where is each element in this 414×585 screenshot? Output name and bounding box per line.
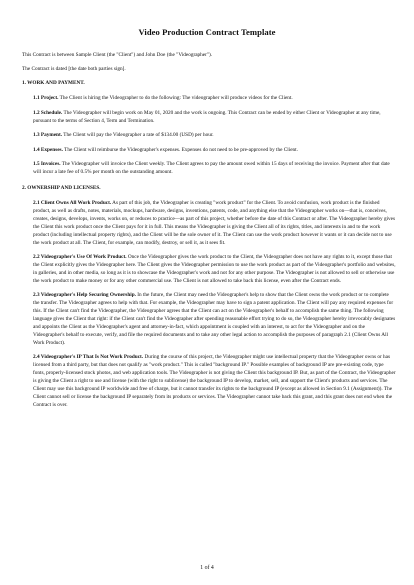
clause-2-3 — [22, 292, 396, 347]
clause-text: Once the Videographer gives the work product to the Client, the Videographer does not have any rights to it, except those that the Client explicitly gives the Videographer here. The Client gives the Videographer permission to use the work product as part of the Videographer's portfolio and websites, in galleries, and in other media, so long as it is to showcase the Videographer's work and not for any other purpose. The Videographer is not allowed to sell or otherwise use the work product to make money or for any other commercial use. The Client is not allowed to take back this license, even after the Contract ends. — [33, 254, 396, 284]
clause-1-1 — [22, 95, 396, 103]
clause-text: The Videographer will invoice the Client weekly. The Client agrees to pay the amount owed within 15 days of receiving the invoice. Payment after that date will incur a late fee of 0.5% per month on the outstanding amount. — [33, 161, 390, 176]
clause-text: As part of this job, the Videographer is creating "work product" for the Client. To avoid confusion, work product is the finished product, as well as drafts, notes, materials, mockups, hardware, designs, inventions, patents, code, and anything else that the Videographer works on—that is, conceives, creates, designs, develops, invents, works on, or reduces to practice—as part of this project, whether before the date of this Contract or after. The Videographer hereby gives the Client this work product once the Client pays for it in full. This means the Videographer is giving the Client all of its rights, titles, and interests in and to the work product (including intellectual property rights), and the Client will be the sole owner of it. The Client can use the work product however it wants or it can decide not to use the work product at all. The Client, for example, can modify, destroy, or sell it, as it sees fit. — [33, 200, 396, 246]
clause-text: In the future, the Client may need the Videographer's help to show that the Client owns the work product or to complete the transfer. The Videographer agrees to help with that. For example, the Videographer may have to sign a patent application. The Client will pay any required expenses for this. If the Client can't find the Videographer, the Videographer agrees that the Client can act on the Videographer's behalf to accomplish the same thing. The following language gives the Client that right: if the Client can't find the Videographer after spending reasonable effort trying to do so, the Videographer hereby irrevocably designates and appoints the Client as the Videographer's agent and attorney-in-fact, which appointment is coupled with an interest, to act for the Videographer and on the Videographer's behalf to execute, verify, and file the required documents and to take any other legal action to accomplish the purposes of paragraph 2.1 (Client Owns All Work Product). — [33, 292, 396, 346]
clause-text: The Client is hiring the Videographer to do the following: The videographer will produce videos for the Client. — [58, 95, 293, 102]
clause-label: 1.3 Payment. — [33, 132, 63, 139]
clause-1-5 — [22, 161, 396, 177]
clause-1-4 — [22, 147, 396, 155]
clause-label: 1.5 Invoices. — [33, 161, 61, 168]
page-number: 1 of 4 — [200, 565, 214, 571]
document-title: Video Production Contract Template — [138, 27, 276, 37]
clause-text: The Client will pay the Videographer a rate of $134.00 (USD) per hour. — [62, 132, 214, 139]
clause-2-4 — [22, 354, 396, 409]
document-body — [22, 52, 396, 416]
intro-parties: This Contract is between Sample Client (the "Client") and John Doe (the "Videographer"). — [22, 52, 213, 58]
clause-label: 1.4 Expenses. — [33, 146, 63, 153]
clause-text: During the course of this project, the Videographer might use intellectual property that the Videographer owns or has licensed from a third party, but that does not qualify as "work product." This is called "background IP." Possible examples of background IP are pre-existing code, type fonts, properly-licensed stock photos, and web application tools. The Videographer is not giving the Client this background IP. But, as part of the Contract, the Videographer is giving the Client a right to use and license (with the right to sublicense) the background IP to develop, market, sell, and support the Client's products and services. The Client may use this background IP worldwide and free of charge, but it cannot transfer its rights to the background IP (except as allowed in Section 9.1 (Assignment)). The Client cannot sell or license the background IP separately from its products or services. The Videographer cannot take back this grant, and this grant does not end when the Contract is over. — [33, 354, 396, 408]
clause-label: 2.2 Videographer's Use Of Work Product. — [33, 254, 127, 261]
clause-label: 2.4 Videographer's IP That Is Not Work Product. — [33, 354, 144, 361]
section-heading-work-payment: 1. WORK AND PAYMENT. — [22, 80, 85, 87]
clause-text: The Videographer will begin work on May 01, 2020 and the work is ongoing. This Contract can be ended by either Client or Videographer at any time, pursuant to the terms of Section 4, Term and Termination. — [33, 109, 381, 124]
clause-2-1 — [22, 200, 396, 247]
clause-label: 2.3 Videographer's Help Securing Ownership. — [33, 292, 136, 299]
section-heading-ownership-licenses: 2. OWNERSHIP AND LICENSES. — [22, 185, 101, 191]
clause-2-2 — [22, 254, 396, 286]
clause-1-2 — [22, 110, 396, 126]
clause-text: The Client will reimburse the Videographer's expenses. Expenses do not need to be pre-approved by the Client. — [62, 146, 298, 153]
clause-label: 1.2 Schedule. — [33, 109, 63, 116]
clause-1-3 — [22, 132, 396, 140]
clause-label: 1.1 Project. — [33, 95, 59, 102]
intro-date: The Contract is dated [the date both parties sign]. — [22, 66, 126, 73]
clause-label: 2.1 Client Owns All Work Product. — [33, 200, 112, 207]
